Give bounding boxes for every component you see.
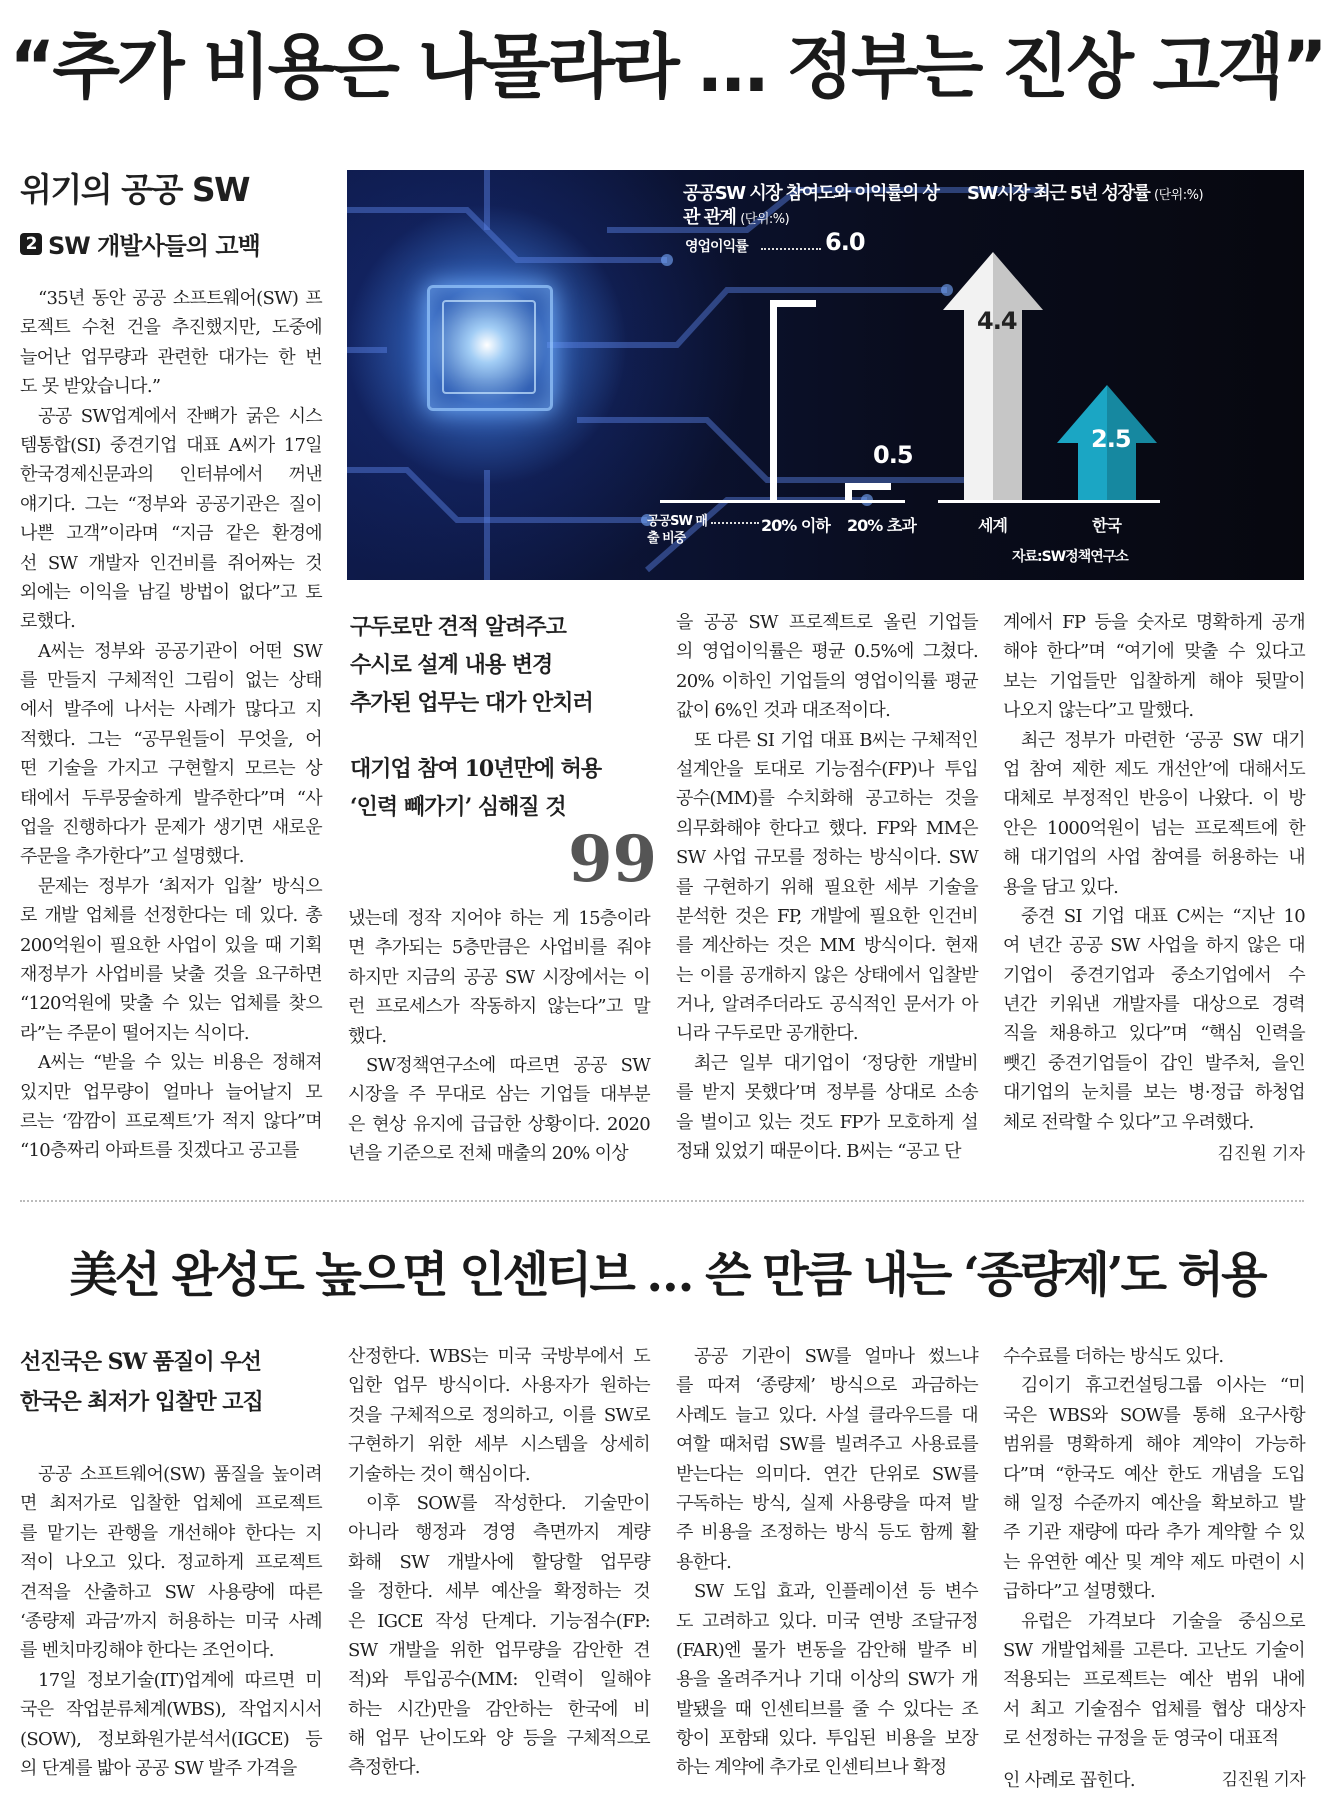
text-line: 여 년간 공공 SW 사업을 하지 않은 대 <box>1003 935 1305 957</box>
text-line: 런 프로세스가 작동하지 않는다”고 말 <box>348 996 650 1018</box>
text-line: 서 최고 기술점수 업체를 협상 대상자 <box>1003 1698 1305 1720</box>
text-line: 년간 키워낸 개발자를 대상으로 경력 <box>1003 994 1305 1016</box>
text-line: 다”며 “한국도 예산 한도 개념을 도입 <box>1003 1463 1305 1485</box>
text-line: SW 사업 규모를 정하는 방식이다. SW <box>676 847 978 869</box>
text-line: 해 대기업의 사업 참여를 허용하는 내 <box>1003 847 1305 869</box>
text-line: 분석한 것은 FP, 개발에 필요한 인건비 <box>676 905 978 927</box>
text-line: 면 추가되는 5층만큼은 사업비를 줘야 <box>348 937 650 959</box>
second-subheads <box>20 1342 263 1422</box>
text-line: 중견 SI 기업 대표 C씨는 “지난 10 <box>1021 905 1305 927</box>
subhead-line: 한국은 최저가 입찰만 고집 <box>20 1389 263 1415</box>
pull-quote-line: 수시로 설계 내용 변경 <box>350 652 553 678</box>
text-line: SW 개발업체를 고른다. 고난도 기술이 <box>1003 1639 1305 1661</box>
chart1-bar-0 <box>770 300 816 500</box>
text-line: A씨는 정부와 공공기관이 어떤 SW <box>38 640 322 662</box>
final-line <box>1003 1766 1305 1795</box>
text-line: “35년 동안 공공 소프트웨어(SW) 프 <box>38 288 322 309</box>
text-line: “120억원에 맞출 수 있는 업체를 찾으 <box>20 993 322 1015</box>
text-line: 은 현상 유지에 급급한 상황이다. 2020 <box>348 1113 650 1135</box>
text-line: 공공 기관이 SW를 얼마나 썼느냐 <box>694 1346 978 1367</box>
second-headline: 美선 완성도 높으면 인센티브 … 쓴 만큼 내는 ‘종량제’도 허용 <box>69 1247 1265 1303</box>
text-line: 의 영업이익률은 평균 0.5%에 그쳤다. <box>676 641 978 663</box>
text-line: 구현하기 위한 세부 시스템을 상세히 <box>348 1434 650 1456</box>
text-line: 국은 WBS와 SOW를 통해 요구사항 <box>1003 1404 1305 1426</box>
text-line: 공공 SW업계에서 잔뼈가 굵은 시스 <box>38 405 322 427</box>
chart2-source: 자료:SW정책연구소 <box>1012 549 1128 565</box>
text-line: 또 다른 SI 기업 대표 B씨는 구체적인 <box>694 729 978 751</box>
chart1-baseline <box>660 500 905 503</box>
top-column-2 <box>348 904 650 1169</box>
text-line: 로 선정하는 규정을 둔 영국이 대표적 <box>1003 1728 1279 1750</box>
text-line: 나쁜 고객”이라며 “지금 같은 환경에 <box>20 523 322 545</box>
text-line: 국은 작업분류체계(WBS), 작업지시서 <box>20 1699 322 1721</box>
text-line: 은 IGCE 작성 단계다. 기능점수(FP: <box>348 1610 650 1632</box>
text-line: 항이 포함돼 있다. 투입된 비용을 보장 <box>676 1728 978 1750</box>
text-line: 나오지 않는다”고 말했다. <box>1003 700 1194 722</box>
text-line: 공공 소프트웨어(SW) 품질을 높이려 <box>38 1464 322 1485</box>
text-line: 을 벌이고 있는 것도 FP가 모호하게 설 <box>676 1111 978 1133</box>
text-line: 외에는 이익을 남길 방법이 없다”고 토 <box>20 581 322 603</box>
pull-quote-line: 구두로만 견적 알려주고 <box>350 614 566 640</box>
text-line: ‘종량제 과금’까지 허용하는 미국 사례 <box>20 1610 322 1632</box>
top-column-3 <box>676 608 978 1166</box>
text-line: 하는 시간)만을 감안하는 한국에 비 <box>348 1698 650 1720</box>
text-line: 를 계산하는 것은 MM 방식이다. 현재 <box>676 935 978 957</box>
text-line: 을 공공 SW 프로젝트로 올린 기업들 <box>676 612 978 633</box>
text-line: SW정책연구소에 따르면 공공 SW <box>366 1054 650 1076</box>
series-number-badge: 2 <box>20 233 42 255</box>
chart1-bar-1 <box>845 483 891 500</box>
text-line: 보는 기업들만 입찰하게 해야 뒷말이 <box>1003 670 1305 692</box>
text-line: 기업이 중견기업과 중소기업에서 수 <box>1003 964 1305 986</box>
text-line: 한국경제신문과의 인터뷰에서 꺼낸 <box>20 464 322 486</box>
text-line: 받는다는 의미다. 연간 단위로 SW를 <box>676 1463 978 1485</box>
text-line: A씨는 “받을 수 있는 비용은 정해져 <box>38 1052 322 1074</box>
text-line: 기술하는 것이 핵심이다. <box>348 1463 530 1485</box>
text-line: 계에서 FP 등을 숫자로 명확하게 공개 <box>1003 612 1305 633</box>
text-line: (FAR)엔 물가 변동을 감안해 발주 비 <box>676 1639 978 1661</box>
text-line: 여할 때처럼 SW를 빌려주고 사용료를 <box>676 1434 978 1456</box>
pull-quote-line: 추가된 업무는 대가 안치러 <box>350 690 593 716</box>
text-line: 주 기관 재량에 따라 추가 계약할 수 있 <box>1003 1522 1305 1544</box>
section-kicker: 위기의 공공 SW <box>20 170 250 209</box>
infographic <box>347 170 1304 580</box>
text-line: 대기업의 눈치를 보는 병·정급 하청업 <box>1003 1082 1305 1104</box>
text-line: 를 만들지 구체적인 그림이 없는 상태 <box>20 670 322 692</box>
text-line: 견적을 산출하고 SW 사용량에 따른 <box>20 1581 322 1603</box>
text-line: 최근 일부 대기업이 ‘정당한 개발비 <box>694 1052 978 1074</box>
text-line: 정돼 있었기 때문이다. B씨는 “공고 단 <box>676 1141 961 1163</box>
text-line: 는 이를 공개하지 않은 상태에서 입찰받 <box>676 964 978 986</box>
byline: 김진원 기자 <box>1217 1144 1305 1164</box>
text-line: 시장을 주 무대로 삼는 기업들 대부분 <box>348 1084 650 1106</box>
text-line: 200억원이 필요한 사업이 있을 때 기획 <box>20 934 322 956</box>
text-line: 문제는 정부가 ‘최저가 입찰’ 방식으 <box>38 875 322 897</box>
text-line: 거나, 알려주더라도 공식적인 문서가 아 <box>676 994 978 1016</box>
text-line: 의무화해야 한다고 했다. FP와 MM은 <box>676 817 978 839</box>
text-line: 직을 채용하고 있다”며 “핵심 인력을 <box>1003 1023 1305 1045</box>
text-line: 입한 업무 방식이다. 사용자가 원하는 <box>348 1375 650 1397</box>
text-line: 측정한다. <box>348 1757 420 1779</box>
text-line: 라”는 주문이 떨어지는 식이다. <box>20 1022 249 1044</box>
text-line: 용을 올려주거나 기대 이상의 SW가 개 <box>676 1669 978 1691</box>
chart1-leader-line <box>761 248 821 250</box>
series-title-text: SW 개발사들의 고백 <box>48 232 260 260</box>
text-line: 를 받지 못했다’며 정부를 상대로 소송 <box>676 1082 978 1104</box>
chart2-baseline <box>938 500 1160 503</box>
text-line: 도 고려하고 있다. 미국 연방 조달규정 <box>676 1610 978 1632</box>
text-line: 아니라 행정과 경영 측면까지 계량 <box>348 1522 650 1544</box>
chip-core-graphic <box>442 300 536 394</box>
text-line: 20% 이하인 기업들의 영업이익률 평균 <box>676 670 978 692</box>
chart1-ylabel: 영업이익률 <box>685 239 748 255</box>
text-line: 해 일정 수준까지 예산을 확보하고 발 <box>1003 1492 1305 1514</box>
text-line: 산정한다. WBS는 미국 국방부에서 도 <box>348 1346 650 1367</box>
bottom-column-4 <box>1003 1342 1305 1753</box>
text-line: 유럽은 가격보다 기술을 중심으로 <box>1021 1610 1305 1632</box>
text-line: 냈는데 정작 지어야 하는 게 15층이라 <box>348 908 650 929</box>
text-line: 선 SW 개발자 인건비를 쥐어짜는 것 <box>20 552 322 574</box>
text-line: 인 사례로 꼽힌다. <box>1003 1770 1135 1791</box>
text-line: 를 맡기는 관행을 개선해야 한다는 지 <box>20 1522 322 1544</box>
pull-quote-line: ‘인력 빼가기’ 심해질 것 <box>350 794 566 820</box>
series-title <box>20 226 260 261</box>
chart1-category-label: 20% 이하 <box>761 516 830 535</box>
text-line: 해 업무 난이도와 양 등을 구체적으로 <box>348 1728 650 1750</box>
text-line: 발됐을 때 인센티브를 줄 수 있다는 조 <box>676 1698 978 1720</box>
chart2-category-label: 세계 <box>978 516 1007 535</box>
text-line: 수수료를 더하는 방식도 있다. <box>1003 1346 1224 1367</box>
text-line: 이후 SOW를 작성한다. 기술만이 <box>366 1492 650 1514</box>
text-line: 있지만 업무량이 얼마나 늘어날지 모 <box>20 1081 322 1103</box>
pull-quote <box>350 608 601 826</box>
text-line: 를 따져 ‘종량제’ 방식으로 과금하는 <box>676 1375 978 1397</box>
chart2-value-label: 4.4 <box>977 307 1017 335</box>
bottom-column-3 <box>676 1342 978 1783</box>
text-line: 의 단계를 밟아 공공 SW 발주 가격을 <box>20 1757 297 1779</box>
text-line: 는 유연한 예산 및 계약 제도 마련이 시 <box>1003 1551 1305 1573</box>
text-line: 를 구현하기 위해 필요한 세부 기술을 <box>676 876 978 898</box>
text-line: 년을 기준으로 전체 매출의 20% 이상 <box>348 1143 628 1165</box>
chart2-category-label: 한국 <box>1092 516 1121 535</box>
text-line: 체로 전락할 수 있다”고 우려했다. <box>1003 1111 1254 1133</box>
text-line: 로 개발 업체를 선정한다는 데 있다. 총 <box>20 905 322 927</box>
top-column-1 <box>20 284 322 1166</box>
text-line: 17일 정보기술(IT)업계에 따르면 미 <box>38 1669 322 1691</box>
text-line: 해야 한다”며 “여기에 맞출 수 있다고 <box>1003 641 1305 663</box>
text-line: 했다. <box>348 1025 387 1047</box>
text-line: 도 못 받았습니다.” <box>20 376 161 398</box>
text-line: 주 비용을 조정하는 방식 등도 함께 활 <box>676 1522 978 1544</box>
text-line: SW 개발을 위한 업무량을 감안한 견 <box>348 1639 650 1661</box>
chart2-unit: (단위:%) <box>1154 188 1204 203</box>
text-line: 주문을 추가한다”고 설명했다. <box>20 846 244 868</box>
chart1-unit: (단위:%) <box>740 212 790 227</box>
chart2-title: SW시장 최근 5년 성장률 (단위:%) <box>967 183 1204 204</box>
main-headline: “추가 비용은 나몰라라 … 정부는 진상 고객” <box>9 26 1325 108</box>
text-line: 늘어난 업무량과 관련한 대가는 한 번 <box>20 346 322 368</box>
chart1-x-leader-line <box>711 522 759 524</box>
text-line: 최근 정부가 마련한 ‘공공 SW 대기 <box>1021 729 1305 751</box>
pull-quote-line: 대기업 참여 10년만에 허용 <box>350 756 602 782</box>
text-line: 적했다. 그는 “공무원들이 무엇을, 어 <box>20 728 322 750</box>
text-line: 하는 계약에 추가로 인센티브나 확정 <box>676 1757 947 1779</box>
text-line: 하지만 지금의 공공 SW 시장에서는 이 <box>348 966 650 988</box>
text-line: 로젝트 수천 건을 추진했지만, 도중에 <box>20 317 322 339</box>
text-line: 업 참여 제한 제도 개선안’에 대해서도 <box>1003 758 1305 780</box>
text-line: SW 도입 효과, 인플레이션 등 변수 <box>694 1581 978 1603</box>
text-line: (SOW), 정보화원가분석서(IGCE) 등 <box>20 1728 322 1750</box>
text-line: 을 정한다. 세부 예산을 확정하는 것 <box>348 1581 650 1603</box>
text-line: 적이 나오고 있다. 정교하게 프로젝트 <box>20 1552 322 1574</box>
text-line: 급하다”고 설명했다. <box>1003 1581 1156 1603</box>
chart1-value-label: 6.0 <box>825 228 865 256</box>
text-line: 얘기다. 그는 “정부와 공공기관은 질이 <box>20 493 322 515</box>
text-line: 범위를 명확하게 해야 계약이 가능하 <box>1003 1434 1305 1456</box>
bottom-column-2 <box>348 1342 650 1783</box>
text-line: 안은 1000억원이 넘는 프로젝트에 한 <box>1003 817 1305 839</box>
subhead-line: 선진국은 SW 품질이 우선 <box>20 1349 261 1375</box>
text-line: 템통합(SI) 중견기업 대표 A씨가 17일 <box>20 434 322 456</box>
text-line: 것을 구체적으로 정의하고, 이를 SW로 <box>348 1404 650 1426</box>
byline: 김진원 기자 <box>1221 1770 1305 1790</box>
text-line: 에서 발주에 나서는 사례가 많다고 지 <box>20 699 322 721</box>
text-line: 값이 6%인 것과 대조적이다. <box>676 700 891 722</box>
text-line: 공수(MM)를 수치화해 공고하는 것을 <box>676 788 978 810</box>
closing-quote-icon: 99 <box>568 822 658 897</box>
bottom-column-1 <box>20 1460 322 1783</box>
text-line: 사례도 늘고 있다. 사설 클라우드를 대 <box>676 1404 978 1426</box>
chart1-category-label: 20% 초과 <box>847 516 916 535</box>
chart2-arrow-0 <box>943 252 1043 500</box>
text-line: 뺏긴 중견기업들이 갑인 발주처, 을인 <box>1003 1052 1305 1074</box>
text-line: 태에서 두루뭉술하게 발주한다”며 “사 <box>20 787 322 809</box>
text-line: 화해 SW 개발사에 할당할 업무량 <box>348 1551 650 1573</box>
chart1-value-label: 0.5 <box>873 441 913 470</box>
text-line: “10층짜리 아파트를 짓겠다고 공고를 <box>20 1140 299 1162</box>
text-line: 김이기 휴고컨설팅그룹 이사는 “미 <box>1021 1375 1305 1397</box>
text-line: 대체로 부정적인 반응이 나왔다. 이 방 <box>1003 788 1305 810</box>
text-line: 니라 구두로만 공개한다. <box>676 1023 858 1045</box>
text-line: 재정부가 사업비를 낮출 것을 요구하면 <box>20 963 322 985</box>
text-line: 를 벤치마킹해야 한다는 조언이다. <box>20 1640 274 1662</box>
text-line: 업을 진행하다가 문제가 생기면 새로운 <box>20 817 322 839</box>
text-line: 용을 담고 있다. <box>1003 876 1119 898</box>
text-line: 적)와 투입공수(MM: 인력이 일해야 <box>348 1669 650 1691</box>
chart1-xlabel: 공공SW 매출 비중 <box>647 514 707 546</box>
chart1-title: 공공SW 시장 참여도와 이익률의 상관 관계 (단위:%) <box>683 183 939 228</box>
chart2-value-label: 2.5 <box>1091 425 1131 453</box>
article-divider <box>20 1200 1304 1202</box>
text-line: 설계안을 토대로 기능점수(FP)나 투입 <box>676 758 978 780</box>
text-line: 로했다. <box>20 611 76 633</box>
text-line: 면 최저가로 입찰한 업체에 프로젝트 <box>20 1493 322 1515</box>
text-line: 르는 ‘깜깜이 프로젝트’가 적지 않다”며 <box>20 1110 322 1132</box>
text-line: 떤 기술을 가지고 구현할지 모르는 상 <box>20 758 322 780</box>
text-line: 구독하는 방식, 실제 사용량을 따져 발 <box>676 1492 978 1514</box>
text-line: 용한다. <box>676 1551 732 1573</box>
text-line: 적용되는 프로젝트는 예산 범위 내에 <box>1003 1669 1305 1691</box>
top-column-4 <box>1003 608 1305 1137</box>
